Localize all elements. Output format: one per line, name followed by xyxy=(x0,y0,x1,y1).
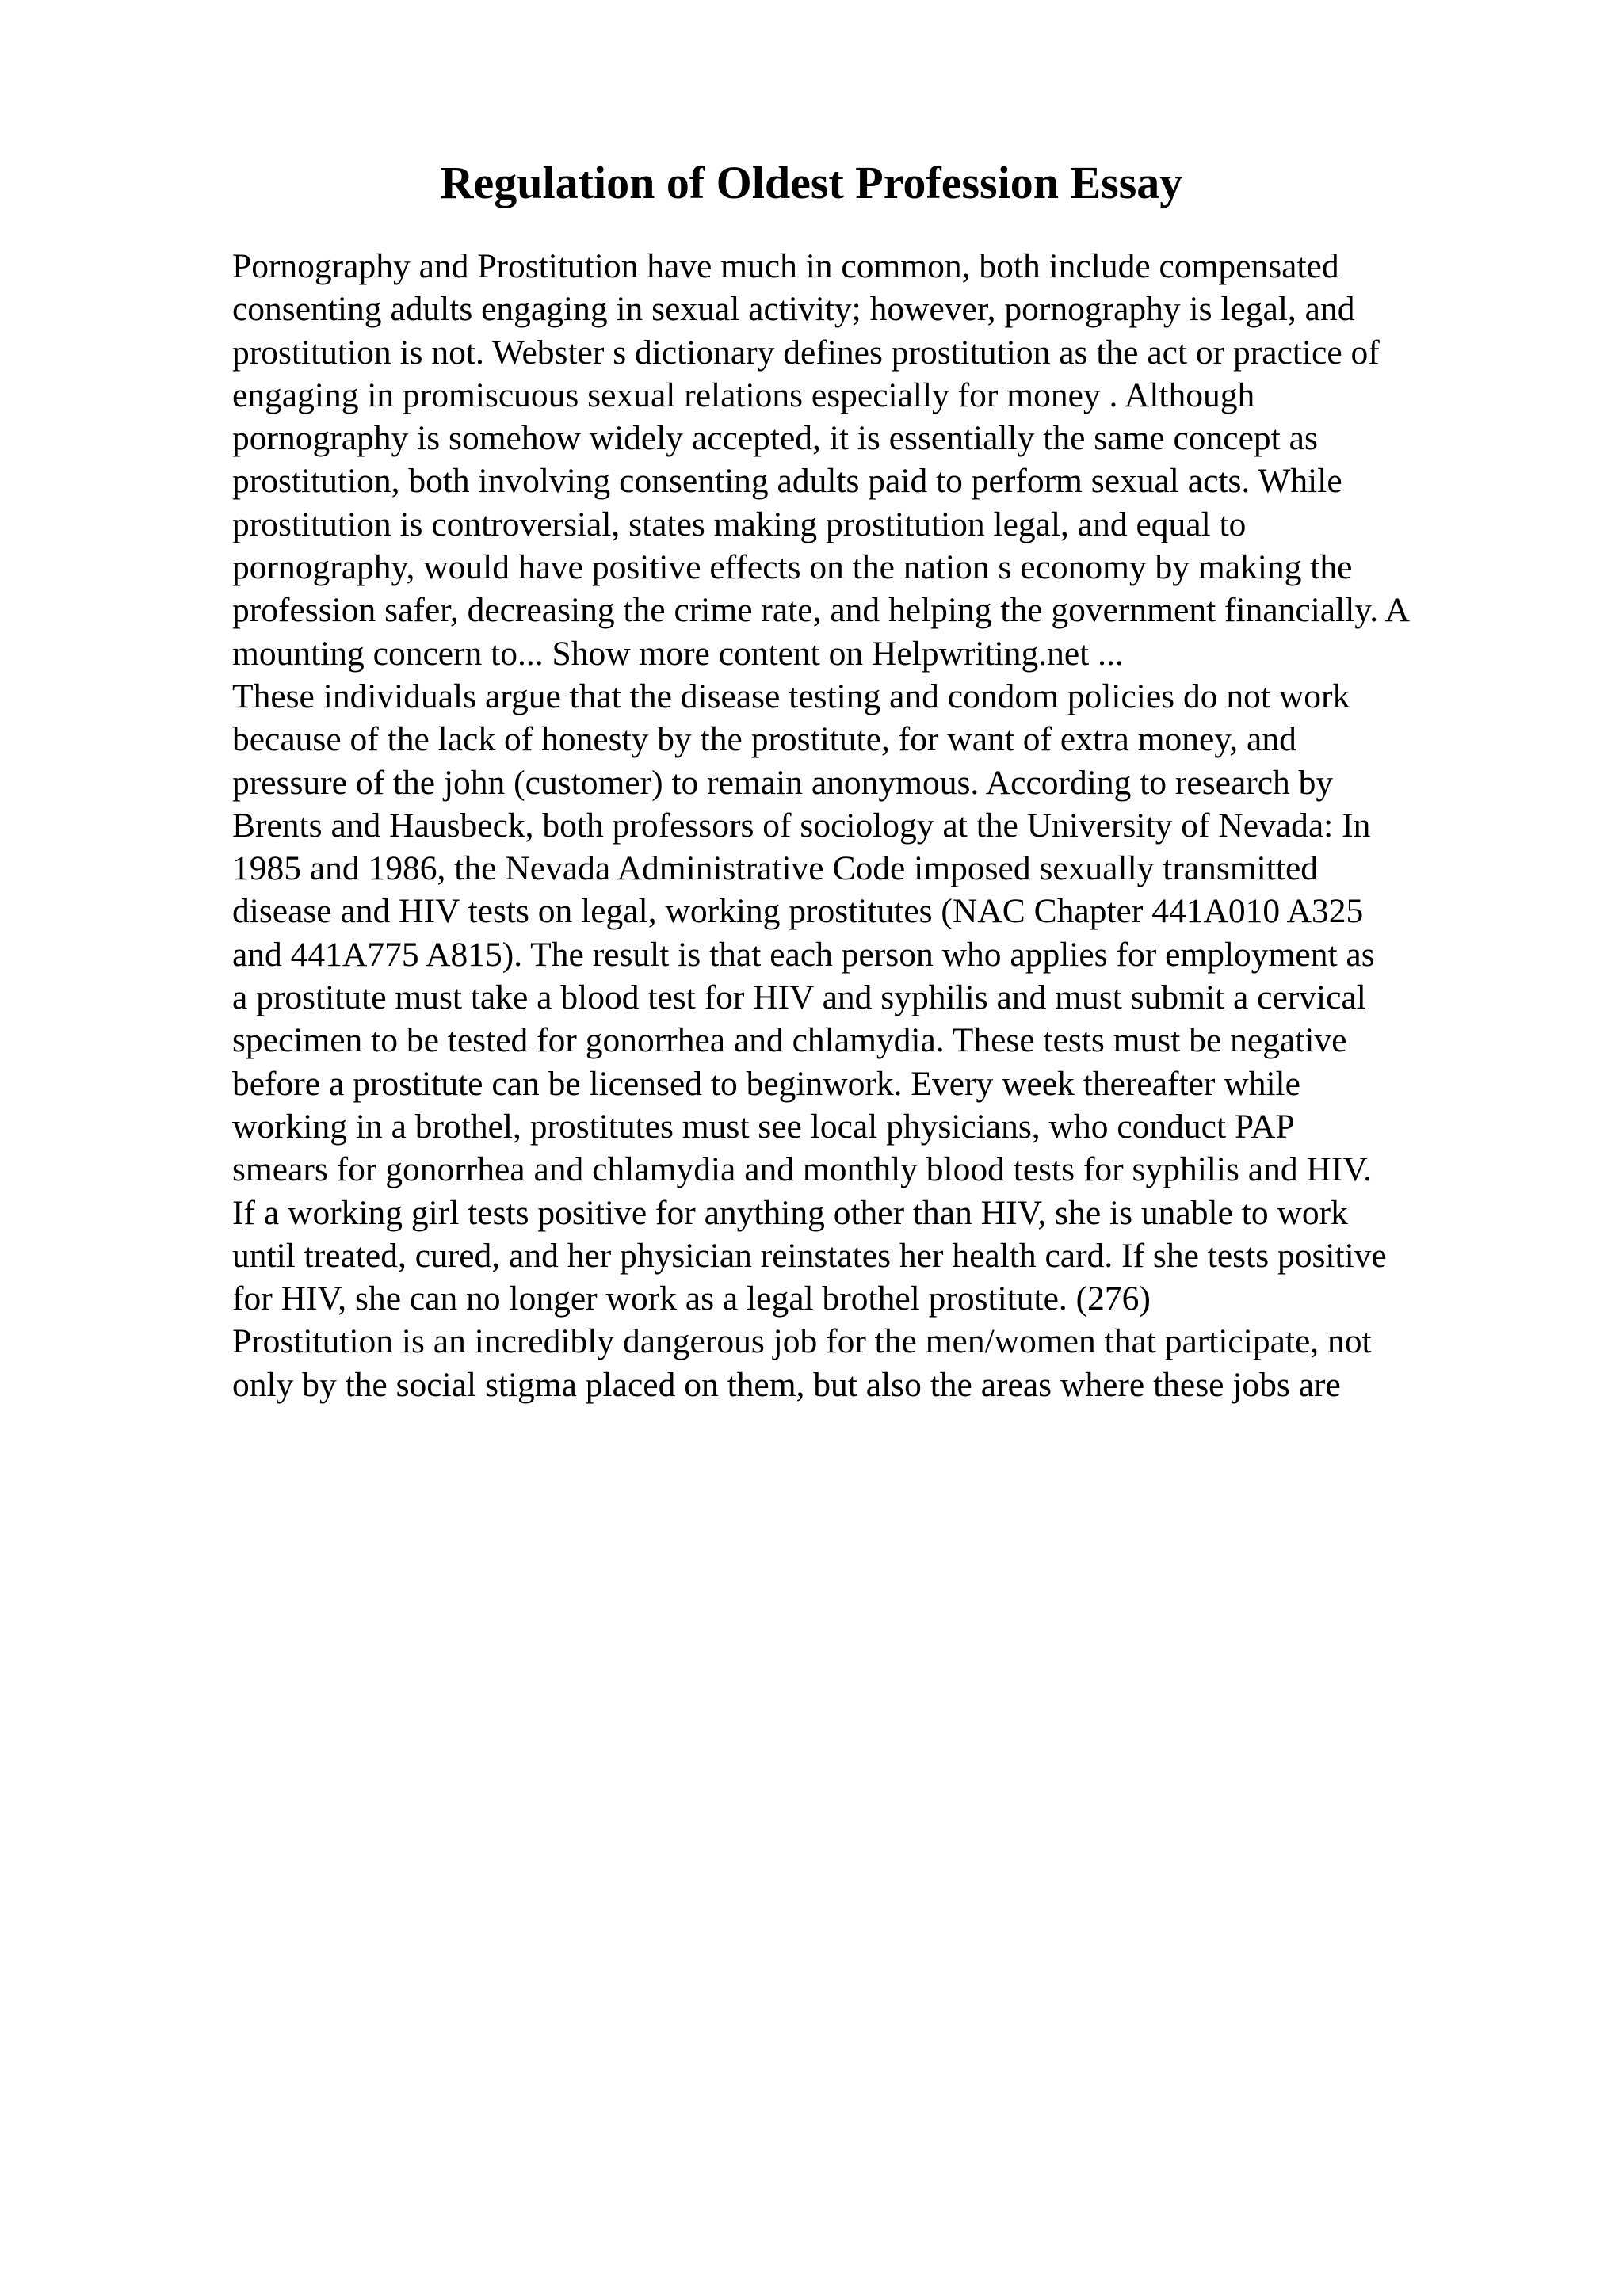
text-line: and 441A775 A815). The result is that each person who applies for employment as xyxy=(232,935,1375,974)
text-line: Brents and Hausbeck, both professors of sociology at the University of Nevada: In xyxy=(232,806,1371,845)
text-line: prostitution, both involving consenting adults paid to perform sexual acts. While xyxy=(232,462,1342,501)
text-line: Prostitution is an incredibly dangerous job for the men/women that participate, not xyxy=(232,1322,1372,1361)
text-line: If a working girl tests positive for anything other than HIV, she is unable to work xyxy=(232,1193,1348,1232)
text-line: a prostitute must take a blood test for HIV and syphilis and must submit a cervical xyxy=(232,978,1366,1017)
text-line: only by the social stigma placed on them, but also the areas where these jobs are xyxy=(232,1365,1341,1404)
text-line: because of the lack of honesty by the prostitute, for want of extra money, and xyxy=(232,720,1296,759)
text-line: smears for gonorrhea and chlamydia and monthly blood tests for syphilis and HIV. xyxy=(232,1150,1373,1189)
text-line-show-more: mounting concern to... Show more content on Helpwriting.net ... xyxy=(232,634,1124,673)
text-line: profession safer, decreasing the crime rate, and helping the government financially. A xyxy=(232,591,1410,630)
text-line: pornography is somehow widely accepted, it is essentially the same concept as xyxy=(232,419,1318,458)
text-line: for HIV, she can no longer work as a legal brothel prostitute. (276) xyxy=(232,1280,1151,1318)
text-line: Pornography and Prostitution have much in common, both include compensated xyxy=(232,247,1339,285)
text-line: pornography, would have positive effects on the nation s economy by making the xyxy=(232,548,1353,587)
text-line: until treated, cured, and her physician reinstates her health card. If she tests positive xyxy=(232,1236,1387,1275)
text-line: pressure of the john (customer) to remain anonymous. According to research by xyxy=(232,763,1334,802)
document-title: Regulation of Oldest Profession Essay xyxy=(440,157,1183,208)
text-line: 1985 and 1986, the Nevada Administrative Code imposed sexually transmitted xyxy=(232,849,1318,888)
text-line: working in a brothel, prostitutes must see local physicians, who conduct PAP xyxy=(232,1107,1295,1146)
text-line: These individuals argue that the disease testing and condom policies do not work xyxy=(232,677,1350,715)
text-line: prostitution is controversial, states making prostitution legal, and equal to xyxy=(232,505,1247,543)
text-line: before a prostitute can be licensed to beginwork. Every week thereafter while xyxy=(232,1064,1300,1103)
text-line: disease and HIV tests on legal, working prostitutes (NAC Chapter 441A010 A325 xyxy=(232,892,1364,931)
text-line: prostitution is not. Webster s dictionary defines prostitution as the act or practice of xyxy=(232,333,1380,372)
text-line: specimen to be tested for gonorrhea and chlamydia. These tests must be negative xyxy=(232,1021,1347,1060)
text-line: engaging in promiscuous sexual relations especially for money . Although xyxy=(232,376,1255,414)
essay-body xyxy=(232,245,1579,1406)
text-line: consenting adults engaging in sexual activity; however, pornography is legal, and xyxy=(232,290,1355,329)
